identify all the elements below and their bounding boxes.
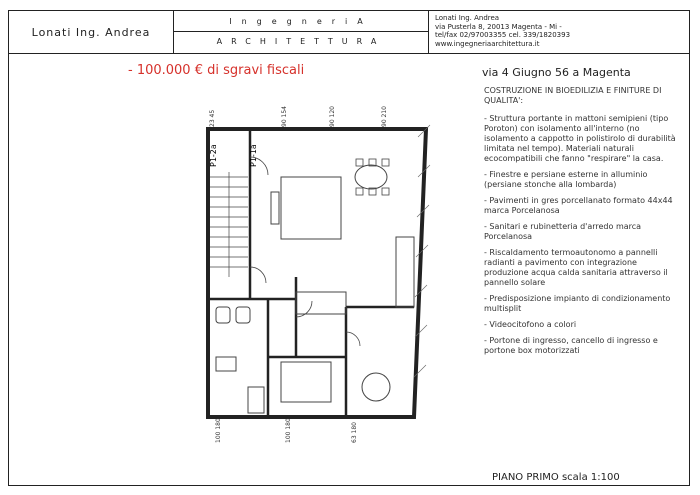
spec-item: - Riscaldamento termoautonomo a pannelli radianti a pavimento con integrazione produzione acqua calda sanitaria attraverso il pannello solare <box>484 248 668 287</box>
firm-line-2: ARCHITETTURA <box>216 37 386 46</box>
spec-item: - Videocitofono a colori <box>484 320 577 329</box>
contact-block <box>429 11 691 53</box>
shower <box>248 387 264 413</box>
bidet <box>236 307 250 323</box>
spec-item: - Struttura portante in mattoni semipieni (tipo Poroton) con isolamento all'interno (no isolamento a cappotto in polistirolo di durabilità limitata nel tempo). Materiali naturali ecocompatibili che fanno "respirare" la casa. <box>484 114 676 163</box>
washbasin <box>216 357 236 371</box>
kitchen-island <box>296 292 346 314</box>
dimension-label: 90 210 <box>381 106 388 127</box>
firm-logo-block <box>174 11 429 53</box>
contact-line: Lonati Ing. Andrea <box>435 14 500 22</box>
dimension-label: 100 180 <box>285 418 292 443</box>
room-tag-p1-2a: P1-2a <box>209 144 218 167</box>
firm-divider <box>174 31 428 32</box>
property-address: via 4 Giugno 56 a Magenta <box>482 66 631 79</box>
exterior-wall <box>208 129 426 417</box>
dimension-label: 100 180 <box>215 418 222 443</box>
title-block <box>8 10 690 54</box>
contact-line: tel/fax 02/97003355 cel. 339/1820393 <box>435 31 571 39</box>
dimension-label: 63 180 <box>351 422 358 443</box>
rug <box>281 177 341 239</box>
spec-item: - Sanitari e rubinetteria d'arredo marca Porcelanosa <box>484 222 642 241</box>
tax-relief-headline: - 100.000 € di sgravi fiscali <box>128 63 305 78</box>
plan-scale-label: PIANO PRIMO scala 1:100 <box>492 472 620 483</box>
dining-table <box>355 165 387 189</box>
firm-line-1: IngegneriA <box>229 17 373 26</box>
spec-item: - Predisposizione impianto di condizionamento multisplit <box>484 294 671 313</box>
room-tag-p1-1a: P1-1a <box>249 144 258 167</box>
toilet <box>216 307 230 323</box>
specifications-list <box>484 86 679 362</box>
dimension-label: 90 154 <box>281 106 288 127</box>
contact-line: via Pusterla 8, 20013 Magenta - Mi - <box>435 22 562 31</box>
shower-tray <box>362 373 390 401</box>
floor-plan-drawing <box>186 106 444 447</box>
sofa <box>271 192 279 224</box>
spec-item: - Portone di ingresso, cancello di ingresso e portone box motorizzati <box>484 336 658 355</box>
specifications-title: COSTRUZIONE IN BIOEDILIZIA E FINITURE DI QUALITA': <box>484 86 662 105</box>
contact-line: www.ingegneriaarchitettura.it <box>435 39 540 48</box>
kitchen-counter <box>396 237 414 307</box>
dining-chairs <box>356 159 389 195</box>
double-bed <box>281 362 331 402</box>
engineer-name: Lonati Ing. Andrea <box>9 11 174 53</box>
dimension-label: 90 120 <box>329 106 336 127</box>
stair-steps <box>210 172 248 277</box>
spec-item: - Finestre e persiane esterne in alluminio (persiane stonche alla lombarda) <box>484 170 648 189</box>
interior-walls <box>208 129 414 417</box>
dimension-label: 23 45 <box>209 109 216 127</box>
spec-item: - Pavimenti in gres porcellanato formato 44x44 marca Porcelanosa <box>484 196 673 215</box>
door-swings <box>250 157 360 346</box>
